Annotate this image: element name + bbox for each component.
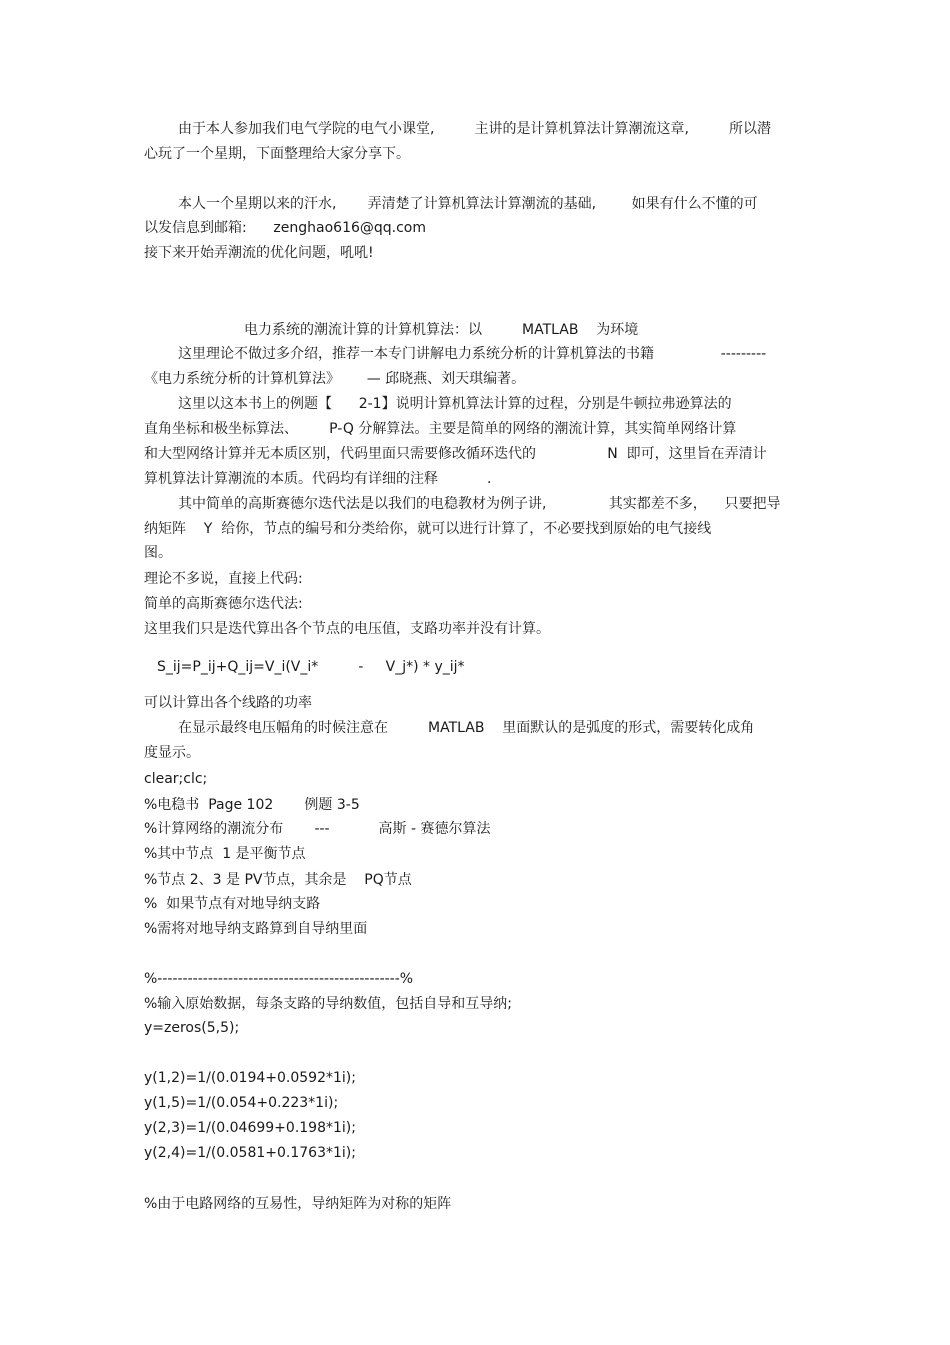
section-paragraph-1-line-1: 这里理论不做过多介绍，推荐一本专门讲解电力系统分析的计算机算法的书籍 ---------: [178, 346, 767, 362]
code-line-13: y(2,3)=1/(0.04699+0.198*1i);: [144, 1120, 356, 1136]
section-paragraph-2-line-4: 算机算法计算潮流的本质。代码均有详细的注释 .: [144, 471, 492, 487]
section-title: 电力系统的潮流计算的计算机算法：以 MATLAB 为环境: [244, 322, 639, 338]
section-line-theory: 理论不多说，直接上代码:: [144, 571, 303, 587]
section-line-gauss-seidel: 简单的高斯赛德尔迭代法:: [144, 596, 303, 612]
section-paragraph-3-line-2: 纳矩阵 Y 给你，节点的编号和分类给你，就可以进行计算了，不必要找到原始的电气接线: [144, 521, 712, 537]
code-line-5: %节点 2、3 是 PV节点，其余是 PQ节点: [144, 872, 412, 888]
intro-paragraph-1-line-2: 心玩了一个星期，下面整理给大家分享下。: [144, 146, 410, 162]
section-paragraph-1-line-2: 《电力系统分析的计算机算法》 — 邱晓燕、刘天琪编著。: [144, 371, 526, 387]
intro-paragraph-1-line-1: 由于本人参加我们电气学院的电气小课堂, 主讲的是计算机算法计算潮流这章, 所以潜: [178, 121, 772, 137]
section-paragraph-4-line-1: 在显示最终电压幅角的时候注意在 MATLAB 里面默认的是弧度的形式，需要转化成角: [178, 720, 755, 736]
intro-paragraph-2-line-1: 本人一个星期以来的汗水, 弄清楚了计算机算法计算潮流的基础, 如果有什么不懂的可: [178, 196, 758, 212]
code-line-2: %电稳书 Page 102 例题 3-5: [144, 797, 360, 813]
code-line-10: y=zeros(5,5);: [144, 1020, 240, 1036]
code-line-14: y(2,4)=1/(0.0581+0.1763*1i);: [144, 1145, 356, 1161]
code-line-6: % 如果节点有对地导纳支路: [144, 896, 321, 912]
code-line-15: %由于电路网络的互易性，导纳矩阵为对称的矩阵: [144, 1196, 452, 1212]
intro-paragraph-2-line-2: 以发信息到邮箱: zenghao616@qq.com: [144, 220, 427, 236]
code-line-1: clear;clc;: [144, 771, 208, 787]
section-paragraph-2-line-2: 直角坐标和极坐标算法、 P-Q 分解算法。主要是简单的网络的潮流计算，其实简单网络计算: [144, 421, 737, 437]
code-line-3: %计算网络的潮流分布 --- 高斯 - 赛德尔算法: [144, 821, 491, 837]
section-line-line-power: 可以计算出各个线路的功率: [144, 695, 312, 711]
intro-paragraph-2-line-3: 接下来开始弄潮流的优化问题，吼吼!: [144, 245, 374, 261]
section-paragraph-3-line-1: 其中简单的高斯赛德尔迭代法是以我们的电稳教材为例子讲, 其实都差不多， 只要把导: [178, 496, 781, 512]
section-line-iteration-note: 这里我们只是迭代算出各个节点的电压值，支路功率并没有计算。: [144, 621, 550, 637]
section-paragraph-2-line-1: 这里以这本书上的例题【 2-1】说明计算机算法计算的过程，分别是牛顿拉弗逊算法的: [178, 396, 732, 412]
code-line-7: %需将对地导纳支路算到自导纳里面: [144, 921, 368, 937]
section-paragraph-3-line-3: 图。: [144, 545, 172, 561]
section-paragraph-2-line-3: 和大型网络计算并无本质区别，代码里面只需要修改循环迭代的 N 即可，这里旨在弄清计: [144, 446, 767, 462]
code-line-9: %输入原始数据，每条支路的导纳数值，包括自导和互导纳;: [144, 996, 513, 1012]
section-paragraph-4-line-2: 度显示。: [144, 745, 200, 761]
power-formula: S_ij=P_ij+Q_ij=V_i(V_i* - V_j*) * y_ij*: [157, 659, 465, 675]
code-line-8: %------------------------------------------------%: [144, 971, 414, 987]
code-line-12: y(1,5)=1/(0.054+0.223*1i);: [144, 1095, 339, 1111]
code-line-11: y(1,2)=1/(0.0194+0.0592*1i);: [144, 1070, 356, 1086]
code-line-4: %其中节点 1 是平衡节点: [144, 846, 306, 862]
